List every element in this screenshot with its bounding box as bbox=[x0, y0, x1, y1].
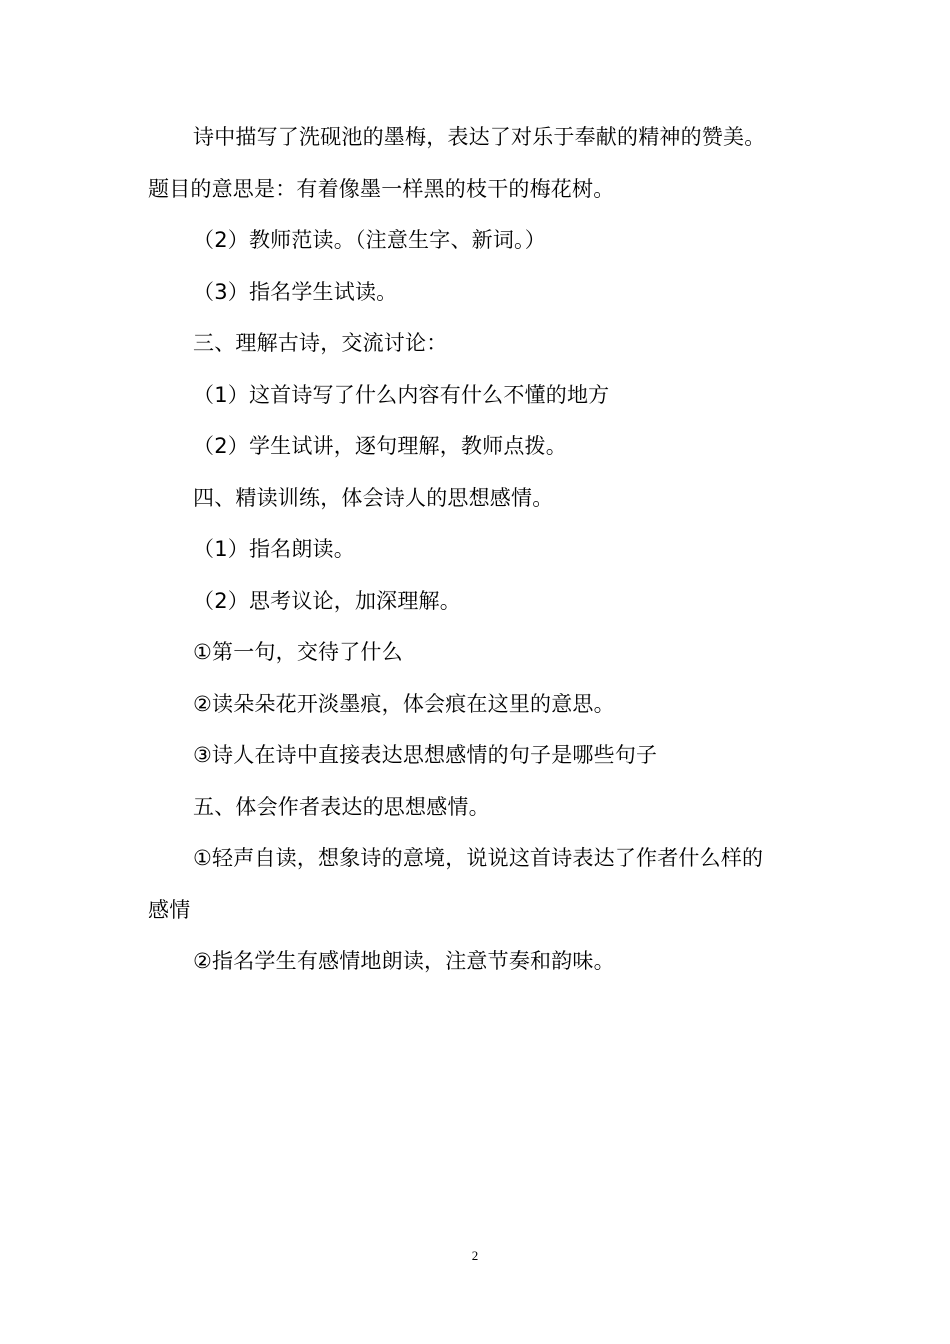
paragraph-line: ②指名学生有感情地朗读，注意节奏和韵味。 bbox=[193, 949, 615, 973]
paragraph-line: ③诗人在诗中直接表达思想感情的句子是哪些句子 bbox=[193, 743, 658, 767]
page-number: 2 bbox=[471, 1248, 479, 1263]
paragraph-line: （1）这首诗写了什么内容有什么不懂的地方 bbox=[193, 382, 610, 407]
paragraph-line: 题目的意思是：有着像墨一样黑的枝干的梅花树。 bbox=[148, 176, 615, 201]
paragraph-line: ①轻声自读，想象诗的意境，说说这首诗表达了作者什么样的 bbox=[193, 846, 764, 870]
paragraph-line: （3）指名学生试读。 bbox=[193, 279, 398, 304]
paragraph-line: （1）指名朗读。 bbox=[193, 537, 355, 561]
paragraph-line: 感情 bbox=[148, 897, 191, 922]
paragraph-line: （2）思考议论，加深理解。 bbox=[193, 588, 461, 613]
paragraph-line: （2）学生试讲，逐句理解，教师点拨。 bbox=[193, 434, 567, 458]
paragraph-line: （2）教师范读。（注意生字、新词。） bbox=[193, 228, 546, 252]
paragraph-line: ②读朵朵花开淡墨痕，体会痕在这里的意思。 bbox=[193, 691, 615, 716]
section-heading: 五、体会作者表达的思想感情。 bbox=[193, 794, 490, 819]
section-heading: 四、精读训练，体会诗人的思想感情。 bbox=[193, 485, 554, 510]
document-body bbox=[148, 112, 808, 988]
paragraph-line: ①第一句，交待了什么 bbox=[193, 640, 403, 664]
section-heading: 三、理解古诗，交流讨论： bbox=[193, 331, 448, 355]
paragraph-line: 诗中描写了洗砚池的墨梅，表达了对乐于奉献的精神的赞美。 bbox=[193, 125, 766, 149]
